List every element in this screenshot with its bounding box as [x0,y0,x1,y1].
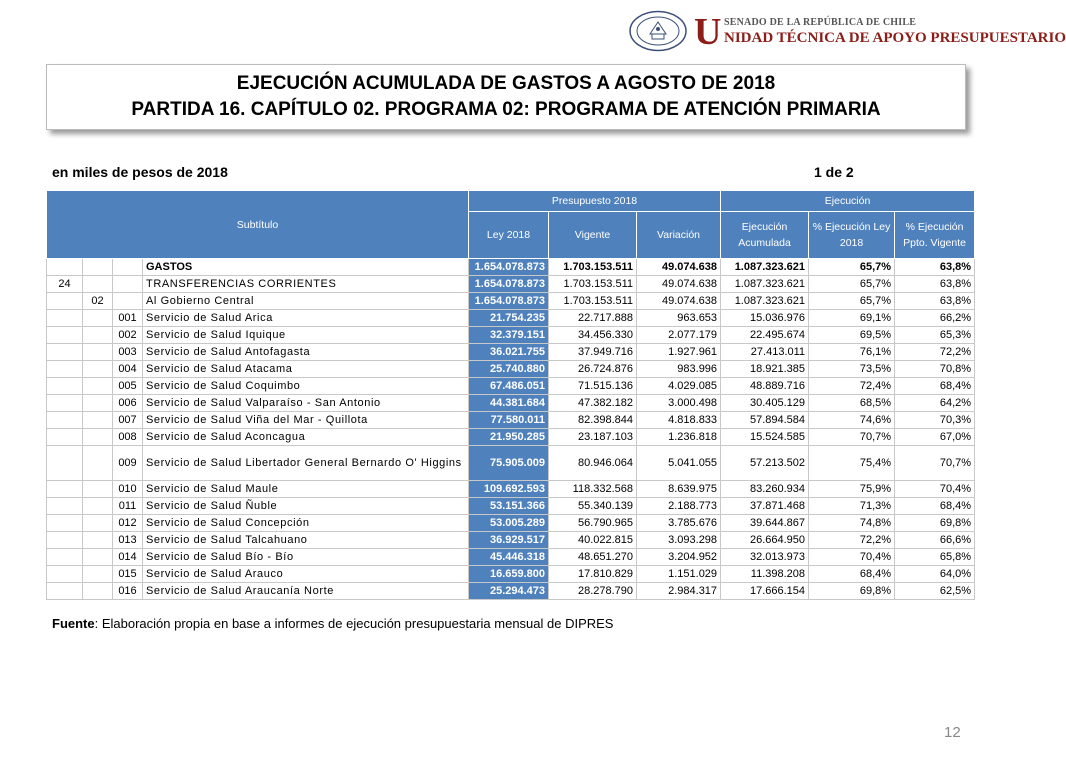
subtitulo-cell [47,412,83,429]
denominacion-cell: Servicio de Salud Arica [143,310,469,327]
ley-2018-cell: 36.021.755 [469,344,549,361]
vigente-cell: 26.724.876 [549,361,637,378]
asignacion-cell: 002 [113,327,143,344]
table-row [47,566,975,583]
pct-ley-cell: 73,5% [809,361,895,378]
item-cell: 02 [83,293,113,310]
units-label: en miles de pesos de 2018 [52,164,228,180]
ley-2018-cell: 75.905.009 [469,446,549,481]
table-row [47,429,975,446]
header-presupuesto: Presupuesto 2018 [469,191,721,212]
asignacion-cell: 011 [113,498,143,515]
ley-2018-cell: 53.005.289 [469,515,549,532]
ley-2018-cell: 44.381.684 [469,395,549,412]
source-label: Fuente [52,616,95,631]
table-row [47,378,975,395]
subtitulo-cell [47,583,83,600]
subtitulo-cell [47,327,83,344]
header-subtitulo: Subtítulo [47,191,469,259]
variacion-cell: 49.074.638 [637,293,721,310]
item-cell [83,395,113,412]
vigente-cell: 80.946.064 [549,446,637,481]
asignacion-cell: 016 [113,583,143,600]
ejecucion-acumulada-cell: 11.398.208 [721,566,809,583]
header-ejecucion: Ejecución [721,191,975,212]
senado-seal-icon [628,10,688,52]
item-cell [83,344,113,361]
pct-ley-cell: 69,1% [809,310,895,327]
variacion-cell: 4.818.833 [637,412,721,429]
table-row [47,446,975,481]
denominacion-cell: Servicio de Salud Bío - Bío [143,549,469,566]
subtitulo-cell [47,446,83,481]
asignacion-cell [113,276,143,293]
pct-vigente-cell: 66,6% [895,532,975,549]
page-subtitle: PARTIDA 16. CAPÍTULO 02. PROGRAMA 02: PROGRAMA DE ATENCIÓN PRIMARIA [131,99,881,120]
source-note [52,616,613,631]
variacion-cell: 963.653 [637,310,721,327]
table-row [47,361,975,378]
ley-2018-cell: 21.754.235 [469,310,549,327]
pct-vigente-cell: 64,0% [895,566,975,583]
ejecucion-acumulada-cell: 22.495.674 [721,327,809,344]
header-vigente: Vigente [549,212,637,259]
ejecucion-acumulada-cell: 27.413.011 [721,344,809,361]
subtitulo-cell [47,566,83,583]
denominacion-cell: Servicio de Salud Concepción [143,515,469,532]
vigente-cell: 55.340.139 [549,498,637,515]
item-cell [83,259,113,276]
table-row [47,276,975,293]
pct-vigente-cell: 65,3% [895,327,975,344]
item-cell [83,412,113,429]
ley-2018-cell: 45.446.318 [469,549,549,566]
table-row [47,395,975,412]
item-cell [83,446,113,481]
ejecucion-acumulada-cell: 17.666.154 [721,583,809,600]
asignacion-cell: 007 [113,412,143,429]
ejecucion-acumulada-cell: 15.524.585 [721,429,809,446]
page-number: 12 [944,724,961,741]
asignacion-cell: 006 [113,395,143,412]
pct-ley-cell: 75,9% [809,481,895,498]
vigente-cell: 23.187.103 [549,429,637,446]
subtitulo-cell [47,549,83,566]
variacion-cell: 1.927.961 [637,344,721,361]
pct-vigente-cell: 62,5% [895,583,975,600]
denominacion-cell: Al Gobierno Central [143,293,469,310]
subtitulo-cell [47,310,83,327]
table-row [47,498,975,515]
variacion-cell: 3.204.952 [637,549,721,566]
item-cell [83,566,113,583]
ejecucion-acumulada-cell: 1.087.323.621 [721,276,809,293]
vigente-cell: 34.456.330 [549,327,637,344]
denominacion-cell: Servicio de Salud Atacama [143,361,469,378]
ley-2018-cell: 67.486.051 [469,378,549,395]
header-pct-ley: % Ejecución Ley 2018 [809,212,895,259]
vigente-cell: 47.382.182 [549,395,637,412]
variacion-cell: 3.093.298 [637,532,721,549]
pct-vigente-cell: 70,4% [895,481,975,498]
header-pct-vigente: % Ejecución Ppto. Vigente [895,212,975,259]
vigente-cell: 118.332.568 [549,481,637,498]
variacion-cell: 49.074.638 [637,259,721,276]
denominacion-cell: Servicio de Salud Aconcagua [143,429,469,446]
denominacion-cell: Servicio de Salud Antofagasta [143,344,469,361]
subtitulo-cell [47,429,83,446]
pct-vigente-cell: 66,2% [895,310,975,327]
denominacion-cell: Servicio de Salud Arauco [143,566,469,583]
budget-table [46,190,975,600]
pct-vigente-cell: 70,3% [895,412,975,429]
ejecucion-acumulada-cell: 18.921.385 [721,361,809,378]
item-cell [83,481,113,498]
subtitulo-cell [47,259,83,276]
ley-2018-cell: 16.659.800 [469,566,549,583]
variacion-cell: 8.639.975 [637,481,721,498]
pct-vigente-cell: 63,8% [895,259,975,276]
ley-2018-cell: 1.654.078.873 [469,276,549,293]
ejecucion-acumulada-cell: 1.087.323.621 [721,259,809,276]
table-row [47,293,975,310]
variacion-cell: 983.996 [637,361,721,378]
asignacion-cell: 001 [113,310,143,327]
pct-ley-cell: 70,4% [809,549,895,566]
vigente-cell: 40.022.815 [549,532,637,549]
denominacion-cell: Servicio de Salud Maule [143,481,469,498]
pct-ley-cell: 76,1% [809,344,895,361]
pct-vigente-cell: 68,4% [895,498,975,515]
pct-ley-cell: 75,4% [809,446,895,481]
subtitulo-cell [47,395,83,412]
variacion-cell: 49.074.638 [637,276,721,293]
header-variacion: Variación [637,212,721,259]
pct-ley-cell: 65,7% [809,276,895,293]
pct-vigente-cell: 63,8% [895,293,975,310]
item-cell [83,276,113,293]
denominacion-cell: GASTOS [143,259,469,276]
item-cell [83,429,113,446]
ejecucion-acumulada-cell: 57.213.502 [721,446,809,481]
table-row [47,310,975,327]
ejecucion-acumulada-cell: 32.013.973 [721,549,809,566]
table-row [47,481,975,498]
asignacion-cell: 015 [113,566,143,583]
ley-2018-cell: 1.654.078.873 [469,259,549,276]
table-body [47,259,975,600]
page-title: EJECUCIÓN ACUMULADA DE GASTOS A AGOSTO DE 2018 [236,73,776,94]
vigente-cell: 1.703.153.511 [549,259,637,276]
ejecucion-acumulada-cell: 1.087.323.621 [721,293,809,310]
asignacion-cell: 008 [113,429,143,446]
pct-ley-cell: 69,5% [809,327,895,344]
subtitulo-cell: 24 [47,276,83,293]
pct-vigente-cell: 68,4% [895,378,975,395]
item-cell [83,498,113,515]
pct-vigente-cell: 63,8% [895,276,975,293]
pct-ley-cell: 69,8% [809,583,895,600]
asignacion-cell: 013 [113,532,143,549]
ejecucion-acumulada-cell: 48.889.716 [721,378,809,395]
denominacion-cell: Servicio de Salud Ñuble [143,498,469,515]
variacion-cell: 4.029.085 [637,378,721,395]
asignacion-cell: 009 [113,446,143,481]
ley-2018-cell: 32.379.151 [469,327,549,344]
ley-2018-cell: 36.929.517 [469,532,549,549]
brand-senado-text: SENADO DE LA REPÚBLICA DE CHILE [724,17,917,28]
ley-2018-cell: 25.740.880 [469,361,549,378]
pct-vigente-cell: 72,2% [895,344,975,361]
asignacion-cell: 010 [113,481,143,498]
asignacion-cell [113,293,143,310]
table-row [47,532,975,549]
header-logo [628,10,1066,56]
header-ejec-acumulada: Ejecución Acumulada [721,212,809,259]
asignacion-cell [113,259,143,276]
ejecucion-acumulada-cell: 30.405.129 [721,395,809,412]
source-text: : Elaboración propia en base a informes de ejecución presupuestaria mensual de DIPRES [94,616,614,631]
item-cell [83,378,113,395]
asignacion-cell: 014 [113,549,143,566]
variacion-cell: 2.188.773 [637,498,721,515]
page-count: 1 de 2 [814,164,854,180]
pct-vigente-cell: 69,8% [895,515,975,532]
asignacion-cell: 005 [113,378,143,395]
asignacion-cell: 012 [113,515,143,532]
vigente-cell: 28.278.790 [549,583,637,600]
vigente-cell: 1.703.153.511 [549,293,637,310]
ejecucion-acumulada-cell: 57.894.584 [721,412,809,429]
vigente-cell: 71.515.136 [549,378,637,395]
variacion-cell: 1.236.818 [637,429,721,446]
pct-ley-cell: 74,6% [809,412,895,429]
ley-2018-cell: 53.151.366 [469,498,549,515]
table-row [47,549,975,566]
item-cell [83,532,113,549]
ley-2018-cell: 77.580.011 [469,412,549,429]
pct-vigente-cell: 67,0% [895,429,975,446]
pct-ley-cell: 65,7% [809,293,895,310]
pct-vigente-cell: 70,7% [895,446,975,481]
vigente-cell: 48.651.270 [549,549,637,566]
pct-ley-cell: 74,8% [809,515,895,532]
variacion-cell: 3.000.498 [637,395,721,412]
item-cell [83,515,113,532]
variacion-cell: 5.041.055 [637,446,721,481]
vigente-cell: 56.790.965 [549,515,637,532]
denominacion-cell: TRANSFERENCIAS CORRIENTES [143,276,469,293]
vigente-cell: 22.717.888 [549,310,637,327]
table-row [47,412,975,429]
brand-unit-text: NIDAD TÉCNICA DE APOYO PRESUPUESTARIO [724,30,1066,46]
variacion-cell: 2.984.317 [637,583,721,600]
subtitulo-cell [47,481,83,498]
ejecucion-acumulada-cell: 26.664.950 [721,532,809,549]
vigente-cell: 82.398.844 [549,412,637,429]
table-row [47,515,975,532]
ley-2018-cell: 21.950.285 [469,429,549,446]
denominacion-cell: Servicio de Salud Libertador General Bernardo O' Higgins [143,446,469,481]
pct-vigente-cell: 64,2% [895,395,975,412]
subtitulo-cell [47,361,83,378]
denominacion-cell: Servicio de Salud Viña del Mar - Quillota [143,412,469,429]
ley-2018-cell: 25.294.473 [469,583,549,600]
pct-vigente-cell: 65,8% [895,549,975,566]
denominacion-cell: Servicio de Salud Iquique [143,327,469,344]
table-row [47,327,975,344]
item-cell [83,361,113,378]
table-row [47,259,975,276]
variacion-cell: 2.077.179 [637,327,721,344]
subtitulo-cell [47,378,83,395]
subtitulo-cell [47,344,83,361]
header-ley: Ley 2018 [469,212,549,259]
asignacion-cell: 003 [113,344,143,361]
pct-ley-cell: 68,4% [809,566,895,583]
asignacion-cell: 004 [113,361,143,378]
brand-letter: U [694,11,722,53]
subtitulo-cell [47,532,83,549]
title-box [46,64,966,130]
subtitulo-cell [47,498,83,515]
ejecucion-acumulada-cell: 37.871.468 [721,498,809,515]
denominacion-cell: Servicio de Salud Talcahuano [143,532,469,549]
pct-ley-cell: 65,7% [809,259,895,276]
variacion-cell: 1.151.029 [637,566,721,583]
item-cell [83,327,113,344]
item-cell [83,549,113,566]
denominacion-cell: Servicio de Salud Coquimbo [143,378,469,395]
pct-ley-cell: 71,3% [809,498,895,515]
pct-ley-cell: 70,7% [809,429,895,446]
ejecucion-acumulada-cell: 83.260.934 [721,481,809,498]
subtitulo-cell [47,293,83,310]
ley-2018-cell: 1.654.078.873 [469,293,549,310]
vigente-cell: 37.949.716 [549,344,637,361]
item-cell [83,583,113,600]
ejecucion-acumulada-cell: 39.644.867 [721,515,809,532]
vigente-cell: 1.703.153.511 [549,276,637,293]
ley-2018-cell: 109.692.593 [469,481,549,498]
table-row [47,344,975,361]
table-row [47,583,975,600]
ejecucion-acumulada-cell: 15.036.976 [721,310,809,327]
subtitulo-cell [47,515,83,532]
pct-ley-cell: 72,2% [809,532,895,549]
vigente-cell: 17.810.829 [549,566,637,583]
variacion-cell: 3.785.676 [637,515,721,532]
denominacion-cell: Servicio de Salud Valparaíso - San Antonio [143,395,469,412]
item-cell [83,310,113,327]
pct-ley-cell: 72,4% [809,378,895,395]
pct-vigente-cell: 70,8% [895,361,975,378]
pct-ley-cell: 68,5% [809,395,895,412]
denominacion-cell: Servicio de Salud Araucanía Norte [143,583,469,600]
